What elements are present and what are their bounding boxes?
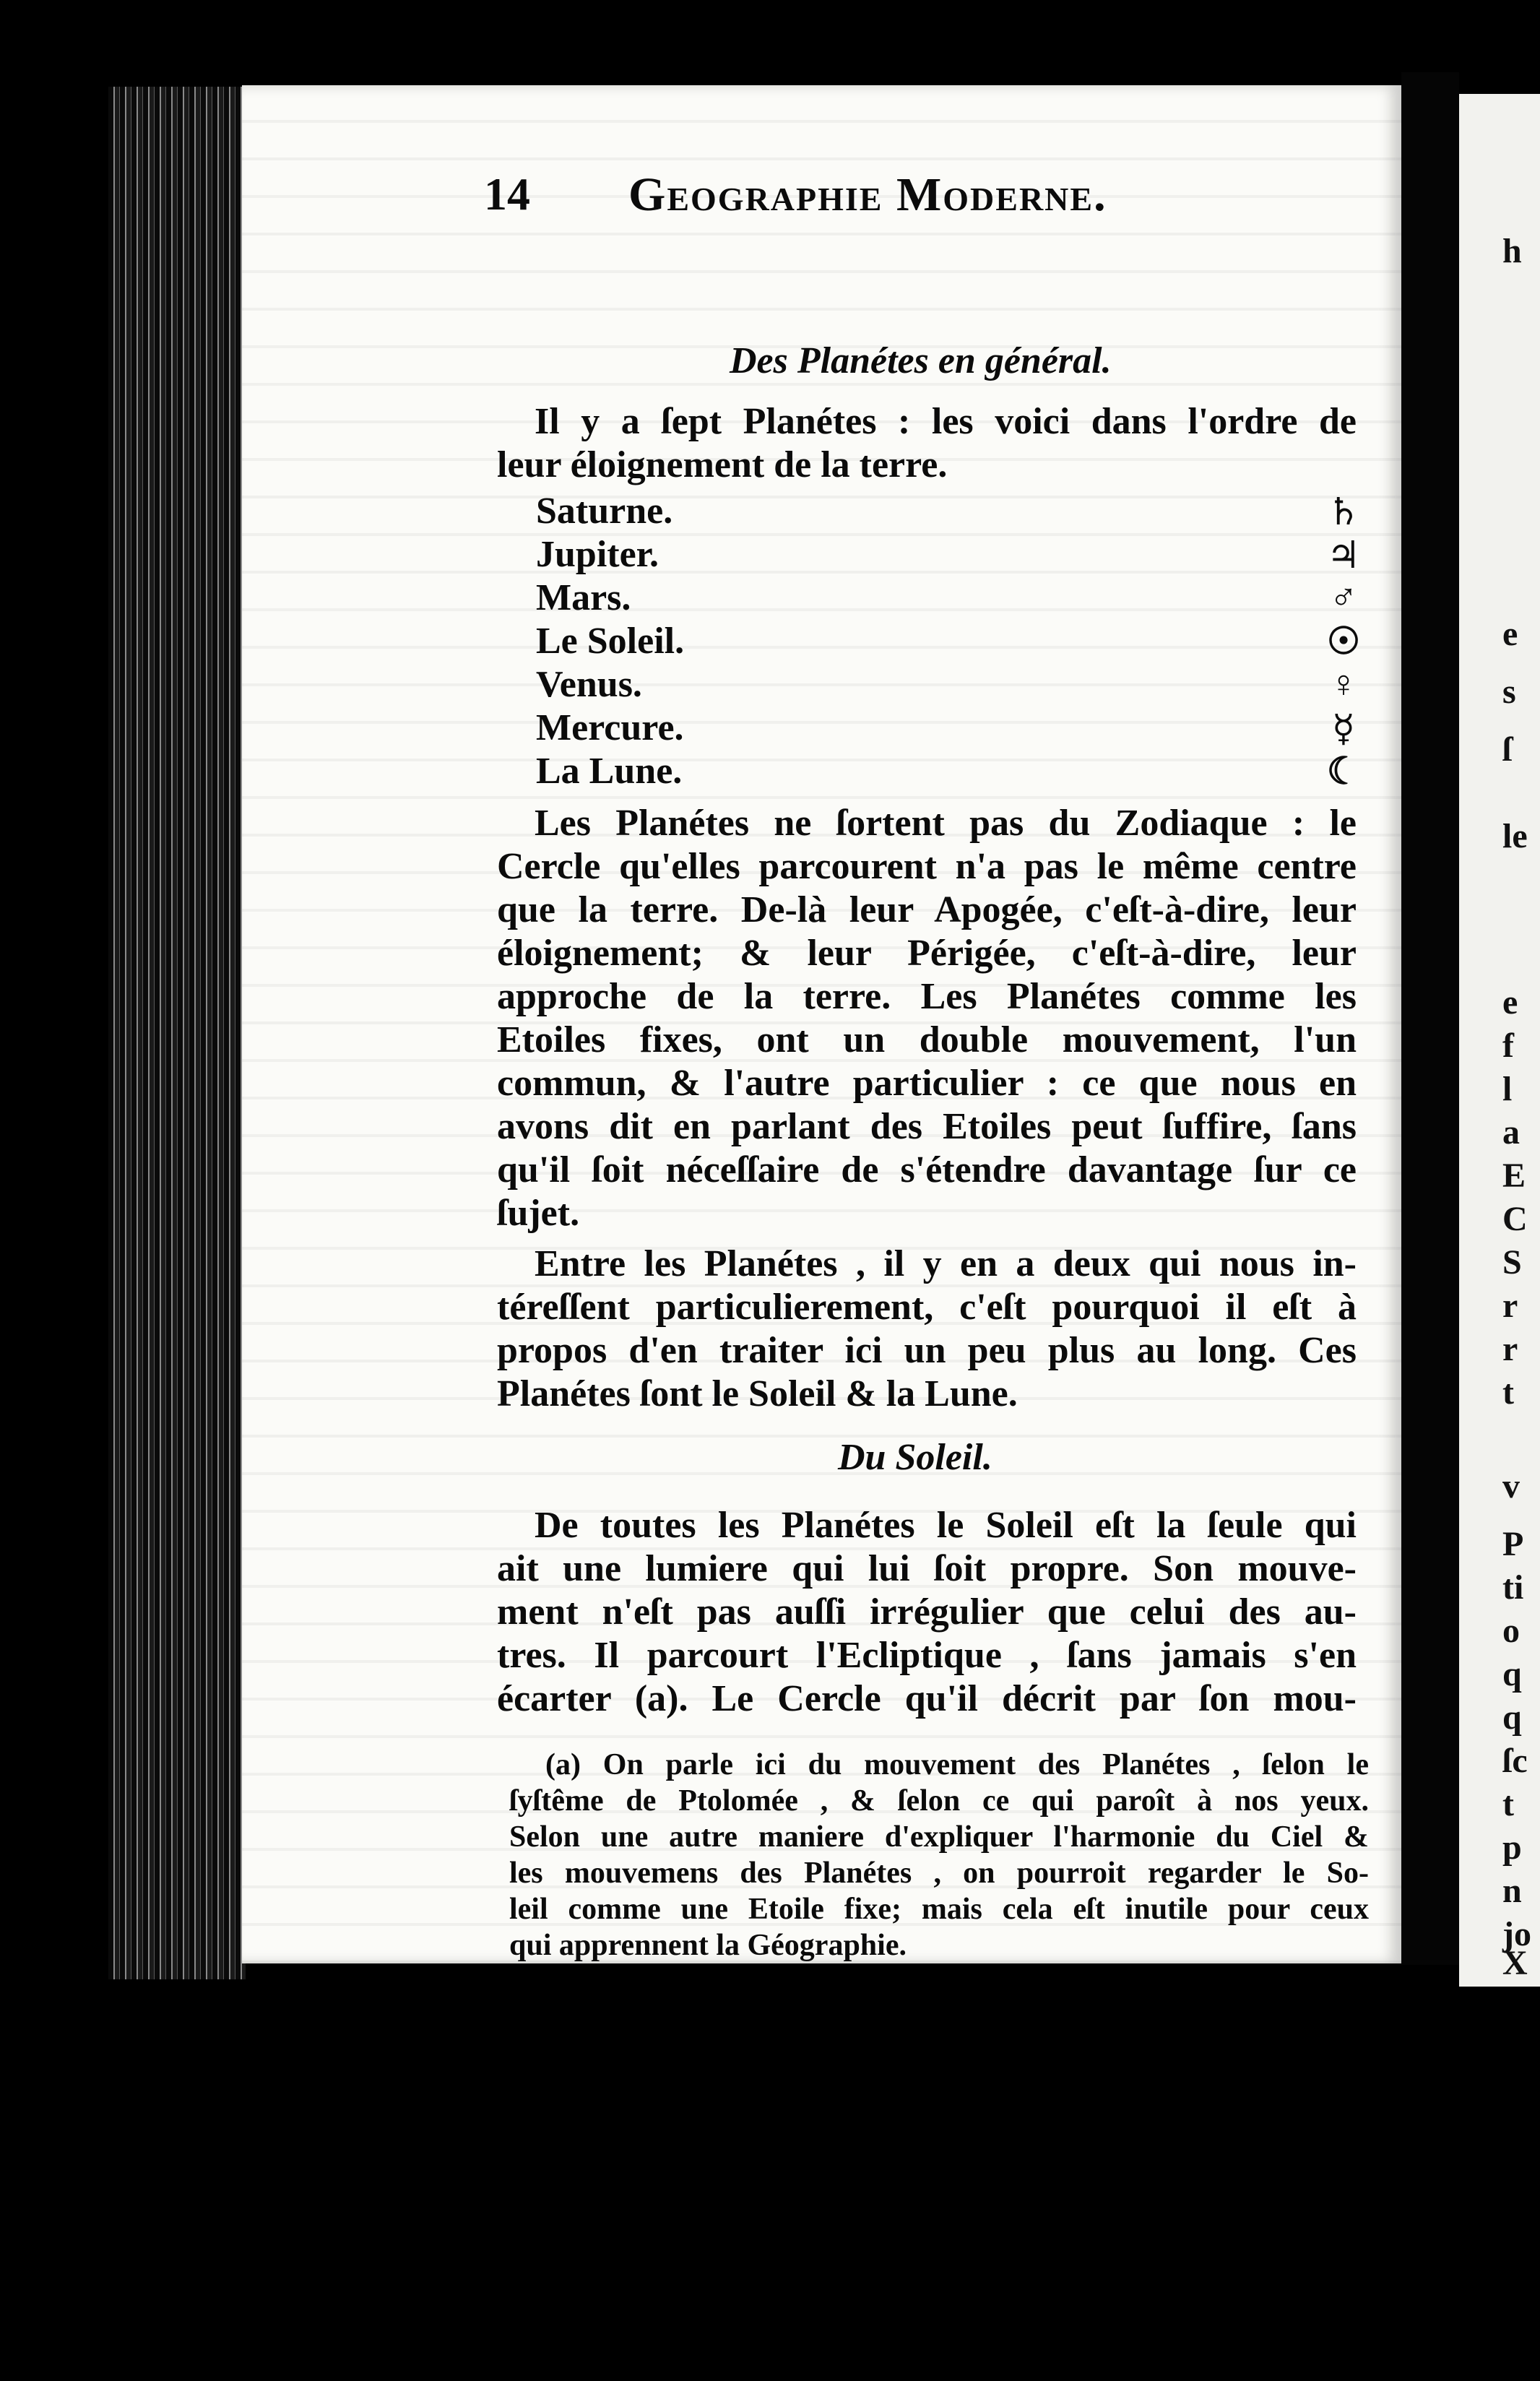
footnote-line: (a) On parle ici du mouvement des Planétes , ſelon le: [545, 1748, 1369, 1781]
page-number: 14: [484, 168, 530, 220]
paragraph-line: De toutes les Planétes le Soleil eſt la ſeule qui: [535, 1505, 1357, 1546]
paragraph-line: Cercle qu'elles parcourent n'a pas le même centre: [497, 846, 1357, 887]
paragraph-line: propos d'en traiter ici un peu plus au long. Ces: [497, 1330, 1357, 1371]
paragraph-line: téreſſent particulierement, c'eſt pourquoi il eſt à: [497, 1287, 1357, 1328]
footnote-line: leil comme une Etoile fixe; mais cela eſt inutile pour ceux: [509, 1893, 1369, 1926]
facing-page-fragment: f: [1502, 1027, 1514, 1065]
section-heading-soleil: Du Soleil.: [838, 1437, 992, 1478]
facing-page-fragment: X: [1502, 1944, 1528, 1982]
planet-name: La Lune.: [536, 751, 683, 792]
planet-symbol-icon: ♂: [1329, 577, 1358, 618]
planet-symbol-icon: ☿: [1332, 709, 1355, 750]
facing-page-fragment: r: [1502, 1287, 1518, 1325]
planet-name: Mars.: [536, 577, 631, 618]
planet-name: Le Soleil.: [536, 621, 685, 662]
facing-page-fragment: q: [1502, 1655, 1522, 1693]
paragraph-line: ait une lumiere qui lui ſoit propre. Son mouve-: [497, 1548, 1357, 1589]
facing-page-fragment: t: [1502, 1785, 1514, 1823]
planet-name: Mercure.: [536, 707, 684, 748]
facing-page-fragment: ſc: [1502, 1742, 1528, 1780]
facing-page-fragment: ſ: [1502, 730, 1513, 769]
planet-symbol-icon: ♄: [1326, 492, 1361, 533]
facing-page-fragment: a: [1502, 1113, 1520, 1151]
facing-page-fragment: e: [1502, 615, 1518, 653]
page-edges: [108, 87, 246, 1979]
facing-page-fragment: S: [1502, 1243, 1522, 1282]
paragraph-line: Etoiles fixes, ont un double mouvement, l'un: [497, 1019, 1357, 1060]
paragraph-line: ment n'eſt pas auſſi irrégulier que celui des au-: [497, 1591, 1357, 1633]
paragraph-line: qu'il ſoit néceſſaire de s'étendre davantage ſur ce: [497, 1149, 1357, 1190]
facing-page-fragment: C: [1502, 1200, 1528, 1238]
facing-page-fragment: o: [1502, 1612, 1520, 1650]
paragraph-line: tres. Il parcourt l'Ecliptique , ſans jamais s'en: [497, 1635, 1357, 1676]
running-title: Geographie Moderne.: [628, 168, 1107, 221]
facing-page-fragment: le: [1502, 817, 1528, 855]
facing-page-fragment: ti: [1502, 1568, 1524, 1607]
paragraph-line: ſujet.: [497, 1193, 580, 1234]
paragraph-line: Entre les Planétes , il y en a deux qui nous in-: [535, 1243, 1357, 1284]
gutter-shadow: [1401, 72, 1459, 1965]
planet-symbol-icon: ♀: [1329, 664, 1358, 705]
planet-symbol-icon: ♃: [1326, 535, 1361, 576]
facing-page-fragment: E: [1502, 1157, 1526, 1195]
facing-page-fragment: p: [1502, 1828, 1522, 1867]
paragraph-line: éloignement; & leur Périgée, c'eſt-à-dire, leur: [497, 933, 1357, 974]
facing-page-fragment: t: [1502, 1373, 1514, 1412]
facing-page-fragment: v: [1502, 1467, 1520, 1505]
paragraph-line: approche de la terre. Les Planétes comme les: [497, 976, 1357, 1017]
facing-page-fragment: h: [1502, 232, 1522, 270]
facing-page-fragment: l: [1502, 1070, 1513, 1108]
intro-line: Il y a ſept Planétes : les voici dans l'ordre de: [535, 401, 1357, 442]
facing-page-fragment: n: [1502, 1872, 1522, 1910]
section-heading-planetes: Des Planétes en général.: [730, 340, 1112, 381]
footnote-line: ſyſtême de Ptolomée , & ſelon ce qui paroît à nos yeux.: [509, 1784, 1369, 1818]
paragraph-line: avons dit en parlant des Etoiles peut ſuffire, ſans: [497, 1106, 1357, 1147]
page-header: [484, 168, 1387, 233]
planet-name: Venus.: [536, 664, 642, 705]
facing-page: [1459, 94, 1540, 1987]
facing-page-fragment: jo: [1502, 1915, 1531, 1953]
paragraph-line: écarter (a). Le Cercle qu'il décrit par ſon mou-: [497, 1678, 1357, 1719]
footnote-line: qui apprennent la Géographie.: [509, 1929, 907, 1962]
footnote-line: Selon une autre maniere d'expliquer l'harmonie du Ciel &: [509, 1820, 1369, 1854]
intro-line: leur éloignement de la terre.: [497, 444, 948, 485]
planet-name: Saturne.: [536, 491, 673, 532]
facing-page-fragment: r: [1502, 1330, 1518, 1368]
paragraph-line: Les Planétes ne ſortent pas du Zodiaque : le: [535, 803, 1357, 844]
planet-name: Jupiter.: [536, 534, 659, 575]
paragraph-line: que la terre. De-là leur Apogée, c'eſt-à-dire, leur: [497, 889, 1357, 930]
facing-page-fragment: q: [1502, 1698, 1522, 1737]
planet-symbol-icon: ☾: [1326, 751, 1361, 792]
paragraph-line: Planétes ſont le Soleil & la Lune.: [497, 1373, 1018, 1414]
footnote-line: les mouvemens des Planétes , on pourroit regarder le So-: [509, 1857, 1369, 1890]
planet-symbol-icon: ☉: [1326, 621, 1361, 662]
paragraph-line: commun, & l'autre particulier : ce que nous en: [497, 1063, 1357, 1104]
facing-page-fragment: P: [1502, 1525, 1524, 1563]
facing-page-fragment: e: [1502, 983, 1518, 1021]
facing-page-fragment: s: [1502, 673, 1516, 711]
